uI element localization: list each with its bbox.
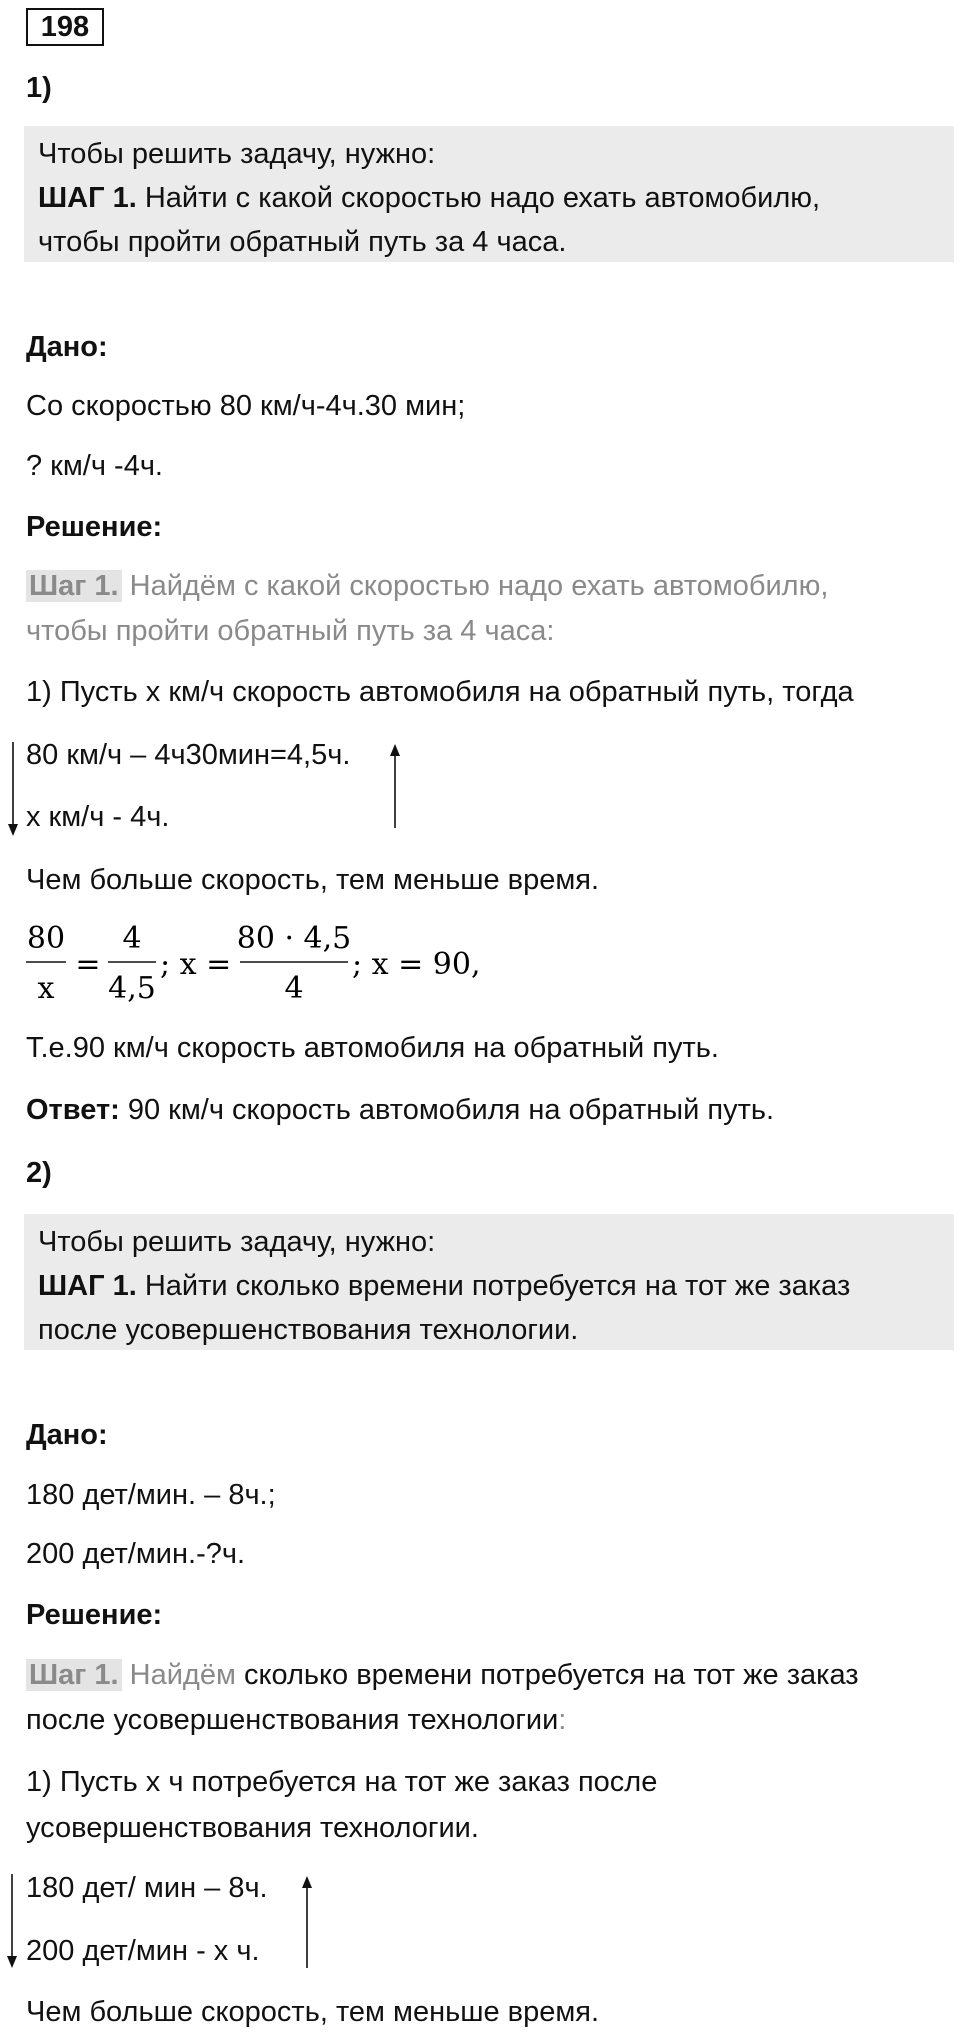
up-arrow-icon: [386, 740, 404, 830]
part1-step-text-1: Найдём с какой скоростью надо ехать автомобилю,: [121, 570, 829, 602]
part1-solution-label: Решение:: [26, 511, 163, 543]
formula-f3-den: 4: [284, 971, 304, 1006]
part1-line-1: 1) Пусть х км/ч скорость автомобиля на обратный путь, тогда: [26, 676, 854, 708]
part2-step-line-2: [26, 1698, 566, 1742]
part2-given-2: 200 дет/мин.-?ч.: [26, 1538, 246, 1570]
formula-eq: =: [75, 947, 101, 982]
part1-row-1: 80 км/ч – 4ч30мин=4,5ч.: [26, 739, 351, 771]
part1-hint-step-label: ШАГ 1.: [38, 182, 137, 214]
part1-label: 1): [26, 72, 52, 104]
part1-step-line-1: [26, 564, 828, 608]
part2-step-label: Шаг 1.: [26, 1659, 122, 1691]
formula-f1-den: x: [37, 971, 55, 1006]
formula-svg: [24, 918, 584, 1008]
part1-step-text-2: чтобы пройти обратный путь за 4 часа:: [26, 615, 555, 647]
part2-step-gray: Найдём: [121, 1659, 236, 1691]
up-arrow-icon: [298, 1872, 316, 1972]
part1-given-2: ? км/ч -4ч.: [26, 450, 163, 482]
down-arrow-icon: [3, 1872, 21, 1972]
part1-hint-step-text-2: чтобы пройти обратный путь за 4 часа.: [38, 226, 567, 258]
part1-rule: Чем больше скорость, тем меньше время.: [26, 864, 600, 896]
part1-answer-text: 90 км/ч скорость автомобиля на обратный путь.: [119, 1094, 775, 1126]
part2-hint-step-text-2: после усовершенствования технологии.: [38, 1314, 579, 1346]
problem-number: 198: [26, 8, 104, 46]
part1-hint-intro: Чтобы решить задачу, нужно:: [38, 138, 436, 170]
part1-hint-step-text-1: Найти с какой скоростью надо ехать автомобилю,: [136, 182, 821, 214]
part1-conclusion: Т.е.90 км/ч скорость автомобиля на обратный путь.: [26, 1032, 719, 1064]
part2-given-label: Дано:: [26, 1419, 108, 1451]
part2-step-colon: :: [558, 1704, 567, 1736]
part1-given-label: Дано:: [26, 331, 108, 363]
part2-step-line-1: [26, 1653, 859, 1697]
formula-f1-num: 80: [26, 921, 66, 956]
part2-solution-label: Решение:: [26, 1599, 163, 1631]
formula-f2-num: 4: [122, 921, 142, 956]
part2-given-1: 180 дет/мин. – 8ч.;: [26, 1479, 276, 1511]
part2-line-1: 1) Пусть х ч потребуется на тот же заказ после: [26, 1766, 658, 1798]
formula-f3-num: 80 · 4,5: [236, 921, 352, 956]
part2-rule: Чем больше скорость, тем меньше время.: [26, 1996, 600, 2028]
part1-step-label: Шаг 1.: [26, 570, 122, 602]
down-arrow-icon: [4, 740, 22, 840]
part1-hint-step: [38, 176, 940, 220]
part1-answer: [26, 1088, 774, 1132]
part1-answer-label: Ответ:: [26, 1094, 120, 1126]
formula-tail: ; x = 90,: [352, 947, 481, 982]
part1-row-2: х км/ч - 4ч.: [26, 801, 170, 833]
formula-sep: ; x =: [160, 947, 232, 982]
part2-hint-box: [24, 1214, 954, 1350]
formula-f2-den: 4,5: [108, 971, 156, 1006]
part2-label: 2): [26, 1157, 52, 1189]
part2-hint-step-text-1: Найти сколько времени потребуется на тот же заказ: [136, 1270, 851, 1302]
part1-given-1: Со скоростью 80 км/ч-4ч.30 мин;: [26, 390, 466, 422]
part2-step-text-1: сколько времени потребуется на тот же заказ: [235, 1659, 859, 1691]
part2-hint-step-label: ШАГ 1.: [38, 1270, 137, 1302]
part1-hint-box: [24, 126, 954, 262]
part2-row-1: 180 дет/ мин – 8ч.: [26, 1872, 268, 1904]
part2-hint-intro: Чтобы решить задачу, нужно:: [38, 1226, 436, 1258]
part2-step-text-2: после усовершенствования технологии: [26, 1704, 559, 1736]
part2-line-2: усовершенствования технологии.: [26, 1812, 479, 1844]
part1-formula: [24, 918, 584, 1008]
part2-row-2: 200 дет/мин - х ч.: [26, 1935, 260, 1967]
part2-hint-step: [38, 1264, 940, 1308]
